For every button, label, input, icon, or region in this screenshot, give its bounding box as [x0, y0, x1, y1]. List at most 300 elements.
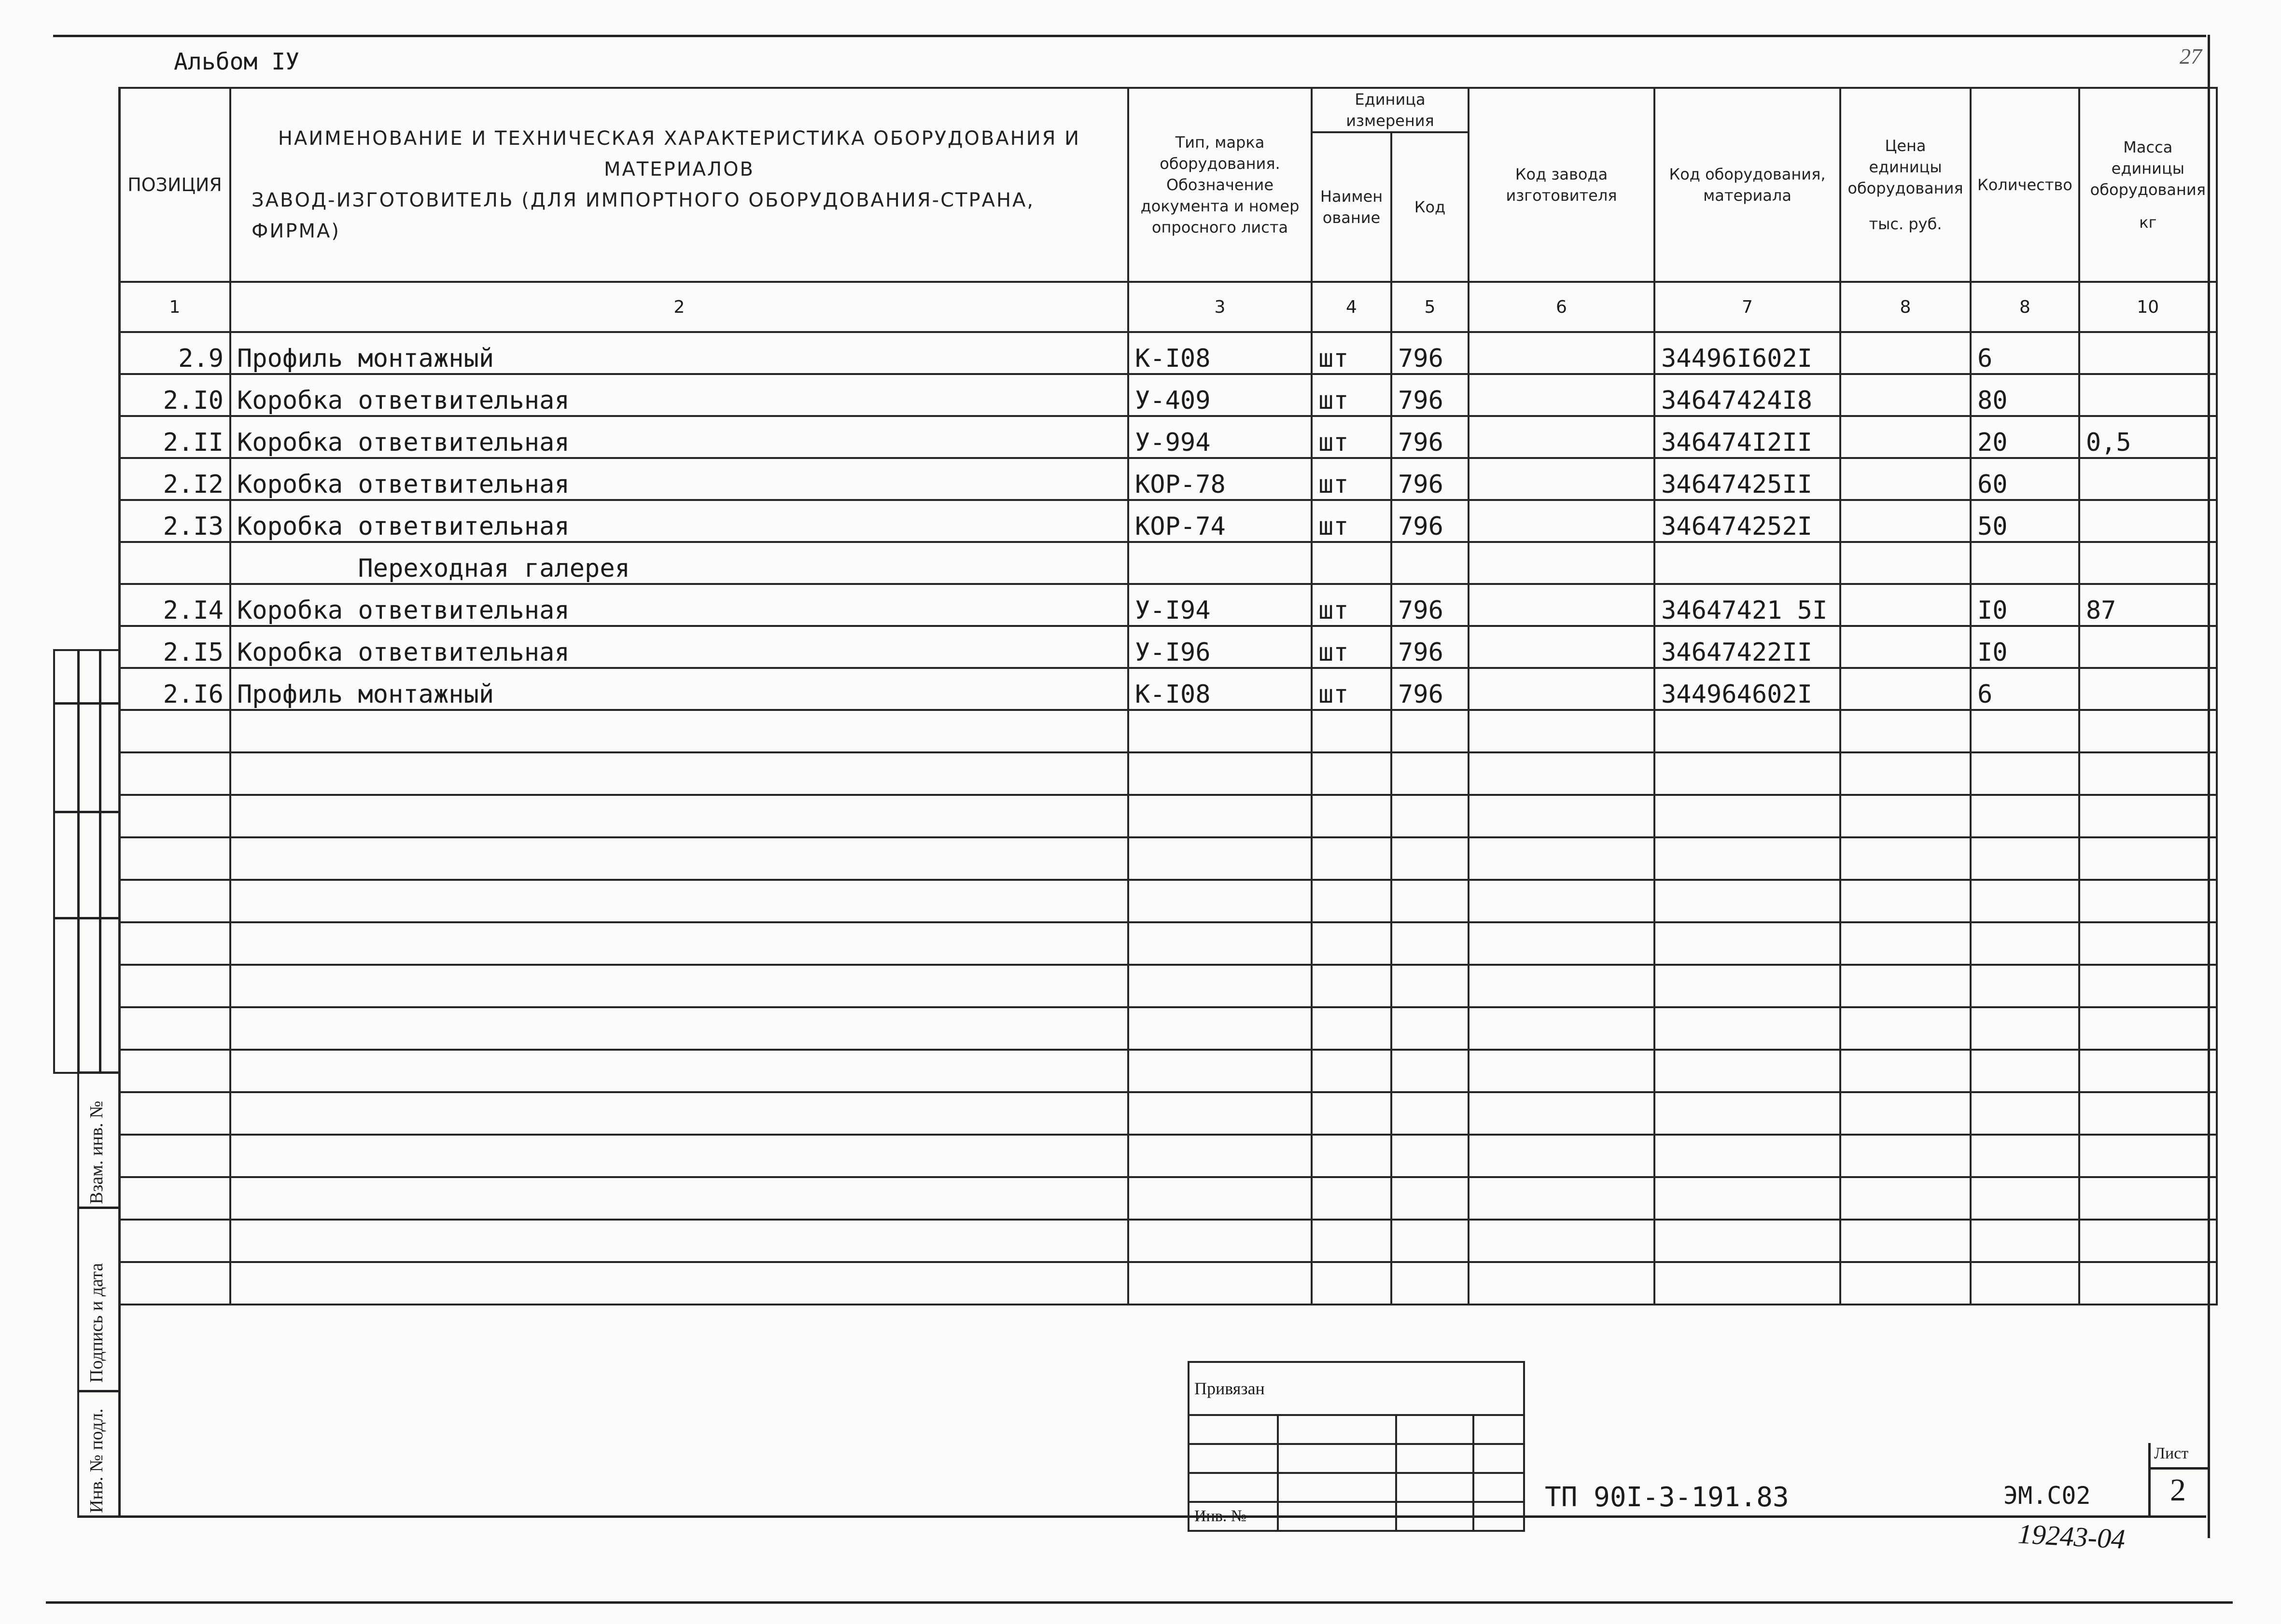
header-quantity: Количество [1971, 88, 2079, 282]
stamp-cell [1278, 1415, 1396, 1444]
empty-cell [2079, 837, 2217, 880]
stamp-cell [1473, 1502, 1524, 1531]
cell-position: 2.I6 [119, 668, 230, 710]
cell-unit: шт [1312, 626, 1391, 668]
header-plant-code: Код завода изготовителя [1469, 88, 1654, 282]
document-mark: ЭМ.С02 [2003, 1482, 2091, 1510]
cell-mass [2079, 668, 2217, 710]
cell-name: Коробка ответвительная [230, 458, 1128, 500]
empty-cell [230, 880, 1128, 922]
empty-cell [1469, 1220, 1654, 1262]
stamp-cell [1396, 1444, 1473, 1473]
empty-table-row [119, 922, 2217, 965]
empty-cell [230, 1092, 1128, 1135]
empty-cell [1654, 710, 1840, 752]
empty-cell [2079, 752, 2217, 795]
empty-cell [1654, 1092, 1840, 1135]
sheet-number: 2 [2170, 1472, 2186, 1508]
empty-cell [1312, 965, 1391, 1007]
cell-quantity: 60 [1971, 458, 2079, 500]
cell-type: К-I08 [1128, 668, 1312, 710]
empty-cell [2079, 1135, 2217, 1177]
empty-cell [119, 1177, 230, 1220]
stamp-cell [1189, 1415, 1278, 1444]
cell-plant-code [1469, 458, 1654, 500]
cell-unit-code: 796 [1391, 584, 1469, 626]
empty-cell [1312, 710, 1391, 752]
empty-cell [230, 1050, 1128, 1092]
cell-type: К-I08 [1128, 332, 1312, 374]
header-price-unit: тыс. руб. [1869, 215, 1942, 233]
empty-cell [1469, 1262, 1654, 1305]
empty-table-row [119, 710, 2217, 752]
col-number: 7 [1654, 282, 1840, 332]
empty-table-row [119, 880, 2217, 922]
empty-cell [1469, 837, 1654, 880]
cell-type: КОР-74 [1128, 500, 1312, 542]
empty-cell [1654, 880, 1840, 922]
cell-plant-code [1469, 416, 1654, 458]
empty-cell [1391, 880, 1469, 922]
empty-table-row [119, 1092, 2217, 1135]
cell-name: Профиль монтажный [230, 668, 1128, 710]
empty-cell [1840, 965, 1971, 1007]
header-mass-unit: кг [2139, 213, 2157, 232]
label-vzam-inv: Взам. инв. № [86, 1100, 107, 1204]
empty-cell [1391, 1007, 1469, 1050]
col-number: 6 [1469, 282, 1654, 332]
empty-cell [1971, 752, 2079, 795]
cell-price [1840, 668, 1971, 710]
cell-price [1840, 332, 1971, 374]
header-unit-group: Единица измерения [1312, 88, 1469, 132]
empty-cell [119, 1092, 230, 1135]
cell-quantity: 20 [1971, 416, 2079, 458]
empty-cell [1971, 1220, 2079, 1262]
cell-plant-code [1469, 374, 1654, 416]
empty-cell [1469, 922, 1654, 965]
col-number: 4 [1312, 282, 1391, 332]
header-name-line3: ЗАВОД-ИЗГОТОВИТЕЛЬ (ДЛЯ ИМПОРТНОГО ОБОРУДОВАНИЯ-СТРАНА, ФИРМА) [252, 189, 1035, 242]
empty-table-row [119, 1220, 2217, 1262]
empty-cell [230, 1007, 1128, 1050]
empty-cell [119, 1220, 230, 1262]
header-price-label: Цена единицы оборудования [1847, 137, 1963, 197]
empty-cell [230, 1220, 1128, 1262]
empty-cell [1391, 1092, 1469, 1135]
cell-unit: шт [1312, 500, 1391, 542]
cell-position: 2.I0 [119, 374, 230, 416]
table-row [119, 668, 2217, 710]
empty-cell [1971, 710, 2079, 752]
margin-upper-box [53, 649, 118, 1074]
empty-cell [1469, 1050, 1654, 1092]
empty-cell [1840, 710, 1971, 752]
stamp-cell [1396, 1415, 1473, 1444]
header-mass [2079, 88, 2217, 282]
cell-price [1840, 416, 1971, 458]
empty-cell [1312, 1135, 1391, 1177]
empty-cell [2079, 795, 2217, 837]
margin-divider [77, 1207, 118, 1209]
empty-cell [119, 1262, 230, 1305]
col-number: 1 [119, 282, 230, 332]
empty-cell [1971, 1050, 2079, 1092]
empty-cell [1391, 1177, 1469, 1220]
cell-quantity: 6 [1971, 332, 2079, 374]
header-equipment-code: Код оборудования, материала [1654, 88, 1840, 282]
cell-plant-code [1469, 626, 1654, 668]
stamp-cell [1189, 1444, 1278, 1473]
empty-cell [2079, 1092, 2217, 1135]
cell-equipment-code: 34647421 5I [1654, 584, 1840, 626]
cell-unit: шт [1312, 668, 1391, 710]
empty-cell [1654, 922, 1840, 965]
table-row [119, 332, 2217, 374]
empty-cell [1128, 1007, 1312, 1050]
empty-cell [230, 1262, 1128, 1305]
cell-unit-code: 796 [1391, 332, 1469, 374]
cell-quantity: 50 [1971, 500, 2079, 542]
empty-cell [1312, 1262, 1391, 1305]
col-number: 8 [1971, 282, 2079, 332]
empty-cell [2079, 880, 2217, 922]
sheet-corner-mark: 27 [2180, 44, 2202, 69]
empty-cell [1971, 880, 2079, 922]
cell-unit-code: 796 [1391, 500, 1469, 542]
equipment-specification-table [118, 87, 2218, 1305]
empty-cell [1654, 1135, 1840, 1177]
empty-cell [1840, 1262, 1971, 1305]
cell-price [1840, 542, 1971, 584]
empty-cell [1391, 752, 1469, 795]
margin-divider [77, 1390, 118, 1392]
empty-cell [1469, 1177, 1654, 1220]
empty-cell [1128, 710, 1312, 752]
empty-cell [1654, 837, 1840, 880]
title-block-bottom-line [77, 1515, 2206, 1518]
privyazan-stamp [1188, 1361, 1525, 1532]
cell-equipment-code: 346474I2II [1654, 416, 1840, 458]
empty-cell [1654, 1220, 1840, 1262]
empty-cell [1128, 1177, 1312, 1220]
empty-cell [1840, 1092, 1971, 1135]
empty-cell [230, 710, 1128, 752]
margin-upper-hline [53, 702, 118, 705]
empty-cell [2079, 1220, 2217, 1262]
cell-mass: 87 [2079, 584, 2217, 626]
cell-mass [2079, 626, 2217, 668]
col-number: 5 [1391, 282, 1469, 332]
cell-quantity: 6 [1971, 668, 2079, 710]
cell-quantity: 80 [1971, 374, 2079, 416]
cell-name: Профиль монтажный [230, 332, 1128, 374]
empty-cell [1654, 752, 1840, 795]
empty-cell [1654, 795, 1840, 837]
stamp-cell [1473, 1444, 1524, 1473]
empty-cell [119, 710, 230, 752]
empty-cell [1128, 1220, 1312, 1262]
empty-table-row [119, 1177, 2217, 1220]
cell-quantity [1971, 542, 2079, 584]
empty-cell [119, 752, 230, 795]
empty-cell [1128, 965, 1312, 1007]
cell-position: 2.II [119, 416, 230, 458]
empty-cell [1654, 1262, 1840, 1305]
frame-bottom-line [46, 1601, 2233, 1604]
cell-equipment-code: 34647425II [1654, 458, 1840, 500]
table-row [119, 458, 2217, 500]
header-name-line1: НАИМЕНОВАНИЕ И ТЕХНИЧЕСКАЯ ХАРАКТЕРИСТИКА ОБОРУДОВАНИЯ И [278, 127, 1081, 150]
cell-position: 2.I3 [119, 500, 230, 542]
empty-cell [1312, 1177, 1391, 1220]
empty-cell [1312, 1092, 1391, 1135]
empty-cell [230, 1177, 1128, 1220]
header-position: ПОЗИЦИЯ [119, 88, 230, 282]
col-number: 10 [2079, 282, 2217, 332]
cell-equipment-code: 346474252I [1654, 500, 1840, 542]
empty-cell [1469, 1007, 1654, 1050]
cell-unit: шт [1312, 584, 1391, 626]
sheet-box-divider [2148, 1443, 2151, 1515]
empty-cell [119, 965, 230, 1007]
cell-plant-code [1469, 332, 1654, 374]
stamp-cell [1473, 1415, 1524, 1444]
empty-cell [119, 1135, 230, 1177]
cell-type: У-409 [1128, 374, 1312, 416]
empty-cell [1469, 880, 1654, 922]
sheet-box-divider [2148, 1467, 2209, 1470]
label-podpis-data: Подпись и дата [86, 1263, 107, 1383]
empty-cell [230, 837, 1128, 880]
cell-unit: шт [1312, 458, 1391, 500]
empty-cell [1128, 1135, 1312, 1177]
empty-cell [1469, 1092, 1654, 1135]
cell-position [119, 542, 230, 584]
table-row [119, 500, 2217, 542]
empty-cell [1840, 795, 1971, 837]
empty-cell [2079, 1050, 2217, 1092]
cell-type: У-994 [1128, 416, 1312, 458]
header-unit-code: Код [1391, 132, 1469, 282]
cell-plant-code [1469, 542, 1654, 584]
stamp-cell [1396, 1502, 1473, 1531]
cell-name: Коробка ответвительная [230, 416, 1128, 458]
empty-cell [1312, 880, 1391, 922]
empty-cell [1654, 1050, 1840, 1092]
cell-mass: 0,5 [2079, 416, 2217, 458]
empty-cell [1128, 795, 1312, 837]
cell-section-title: Переходная галерея [230, 542, 1128, 584]
empty-cell [1391, 1135, 1469, 1177]
empty-cell [1469, 795, 1654, 837]
cell-name: Коробка ответвительная [230, 374, 1128, 416]
empty-cell [1840, 752, 1971, 795]
empty-table-row [119, 1135, 2217, 1177]
cell-type [1128, 542, 1312, 584]
empty-cell [2079, 965, 2217, 1007]
empty-cell [1971, 965, 2079, 1007]
empty-cell [119, 922, 230, 965]
cell-unit-code: 796 [1391, 416, 1469, 458]
empty-cell [1391, 922, 1469, 965]
empty-cell [1128, 922, 1312, 965]
empty-cell [2079, 1007, 2217, 1050]
empty-cell [1469, 965, 1654, 1007]
stamp-cell [1396, 1473, 1473, 1502]
specification-rows [119, 332, 2217, 1305]
empty-cell [1312, 1007, 1391, 1050]
cell-unit-code: 796 [1391, 668, 1469, 710]
cell-plant-code [1469, 668, 1654, 710]
empty-cell [1128, 880, 1312, 922]
empty-cell [1312, 1050, 1391, 1092]
frame-top-line [53, 35, 2206, 37]
cell-equipment-code: 34496I602I [1654, 332, 1840, 374]
empty-table-row [119, 965, 2217, 1007]
margin-upper-divider [99, 649, 101, 1074]
cell-plant-code [1469, 584, 1654, 626]
empty-cell [230, 795, 1128, 837]
stamp-cell [1473, 1473, 1524, 1502]
stamp-cell [1278, 1444, 1396, 1473]
cell-mass [2079, 374, 2217, 416]
cell-unit: шт [1312, 374, 1391, 416]
empty-table-row [119, 795, 2217, 837]
cell-unit [1312, 542, 1391, 584]
empty-cell [1840, 1135, 1971, 1177]
cell-type: У-I94 [1128, 584, 1312, 626]
stamp-cell [1278, 1502, 1396, 1531]
empty-cell [119, 880, 230, 922]
empty-cell [230, 922, 1128, 965]
cell-price [1840, 374, 1971, 416]
album-title: Альбом IУ [174, 48, 300, 75]
header-name [230, 88, 1128, 282]
cell-type: У-I96 [1128, 626, 1312, 668]
stamp-inv-no: Инв. № [1189, 1502, 1278, 1531]
empty-cell [1654, 1177, 1840, 1220]
cell-name: Коробка ответвительная [230, 584, 1128, 626]
empty-cell [1312, 752, 1391, 795]
stamp-cell [1189, 1473, 1278, 1502]
header-unit-name: Наименование [1312, 132, 1391, 282]
empty-cell [119, 1050, 230, 1092]
table-row [119, 374, 2217, 416]
cell-position: 2.I4 [119, 584, 230, 626]
table-row [119, 626, 2217, 668]
cell-quantity: I0 [1971, 626, 2079, 668]
archive-number: 19243-04 [2017, 1518, 2126, 1555]
empty-cell [1391, 1220, 1469, 1262]
empty-cell [1840, 837, 1971, 880]
empty-cell [1391, 1050, 1469, 1092]
col-number: 3 [1128, 282, 1312, 332]
empty-cell [1128, 1092, 1312, 1135]
cell-type: КОР-78 [1128, 458, 1312, 500]
empty-cell [1971, 1262, 2079, 1305]
empty-table-row [119, 1262, 2217, 1305]
cell-mass [2079, 332, 2217, 374]
cell-mass [2079, 500, 2217, 542]
cell-plant-code [1469, 500, 1654, 542]
empty-cell [119, 795, 230, 837]
sheet-label: Лист [2154, 1444, 2189, 1462]
empty-cell [1391, 837, 1469, 880]
stamp-privyazan: Привязан [1189, 1362, 1524, 1415]
empty-cell [1971, 1177, 2079, 1220]
margin-upper-hline [53, 811, 118, 813]
empty-cell [1128, 1262, 1312, 1305]
cell-unit-code: 796 [1391, 626, 1469, 668]
empty-cell [1840, 1177, 1971, 1220]
empty-cell [119, 837, 230, 880]
header-name-line2: МАТЕРИАЛОВ [604, 158, 755, 180]
empty-cell [119, 1007, 230, 1050]
empty-cell [1391, 965, 1469, 1007]
empty-cell [1971, 795, 2079, 837]
cell-price [1840, 500, 1971, 542]
empty-cell [1971, 1135, 2079, 1177]
empty-cell [230, 752, 1128, 795]
empty-cell [1469, 710, 1654, 752]
label-inv-podl: Инв. № подл. [86, 1408, 107, 1513]
empty-cell [2079, 1177, 2217, 1220]
cell-price [1840, 458, 1971, 500]
empty-cell [1840, 922, 1971, 965]
empty-cell [1654, 965, 1840, 1007]
empty-cell [1971, 837, 2079, 880]
header-type: Тип, марка оборудования. Обозначение документа и номер опросного листа [1128, 88, 1312, 282]
empty-cell [1128, 837, 1312, 880]
cell-price [1840, 584, 1971, 626]
empty-table-row [119, 837, 2217, 880]
cell-position: 2.I5 [119, 626, 230, 668]
cell-mass [2079, 458, 2217, 500]
col-number: 2 [230, 282, 1128, 332]
cell-mass [2079, 542, 2217, 584]
col-number: 8 [1840, 282, 1971, 332]
cell-unit-code: 796 [1391, 374, 1469, 416]
empty-cell [2079, 710, 2217, 752]
empty-cell [1312, 922, 1391, 965]
cell-equipment-code [1654, 542, 1840, 584]
empty-cell [1840, 1050, 1971, 1092]
empty-cell [1391, 795, 1469, 837]
cell-equipment-code: 34647422II [1654, 626, 1840, 668]
cell-position: 2.I2 [119, 458, 230, 500]
document-code: ТП 90I-3-191.83 [1545, 1482, 1789, 1513]
cell-equipment-code: 34647424I8 [1654, 374, 1840, 416]
margin-upper-hline [53, 917, 118, 919]
empty-cell [1312, 795, 1391, 837]
empty-cell [1654, 1007, 1840, 1050]
empty-cell [1391, 710, 1469, 752]
empty-cell [1840, 880, 1971, 922]
margin-upper-divider [77, 649, 80, 1074]
empty-cell [2079, 922, 2217, 965]
header-price [1840, 88, 1971, 282]
empty-table-row [119, 1050, 2217, 1092]
cell-position: 2.9 [119, 332, 230, 374]
empty-cell [1469, 752, 1654, 795]
empty-cell [1391, 1262, 1469, 1305]
table-row [119, 584, 2217, 626]
stamp-cell [1278, 1473, 1396, 1502]
empty-cell [1312, 837, 1391, 880]
empty-cell [1128, 752, 1312, 795]
empty-cell [1469, 1135, 1654, 1177]
